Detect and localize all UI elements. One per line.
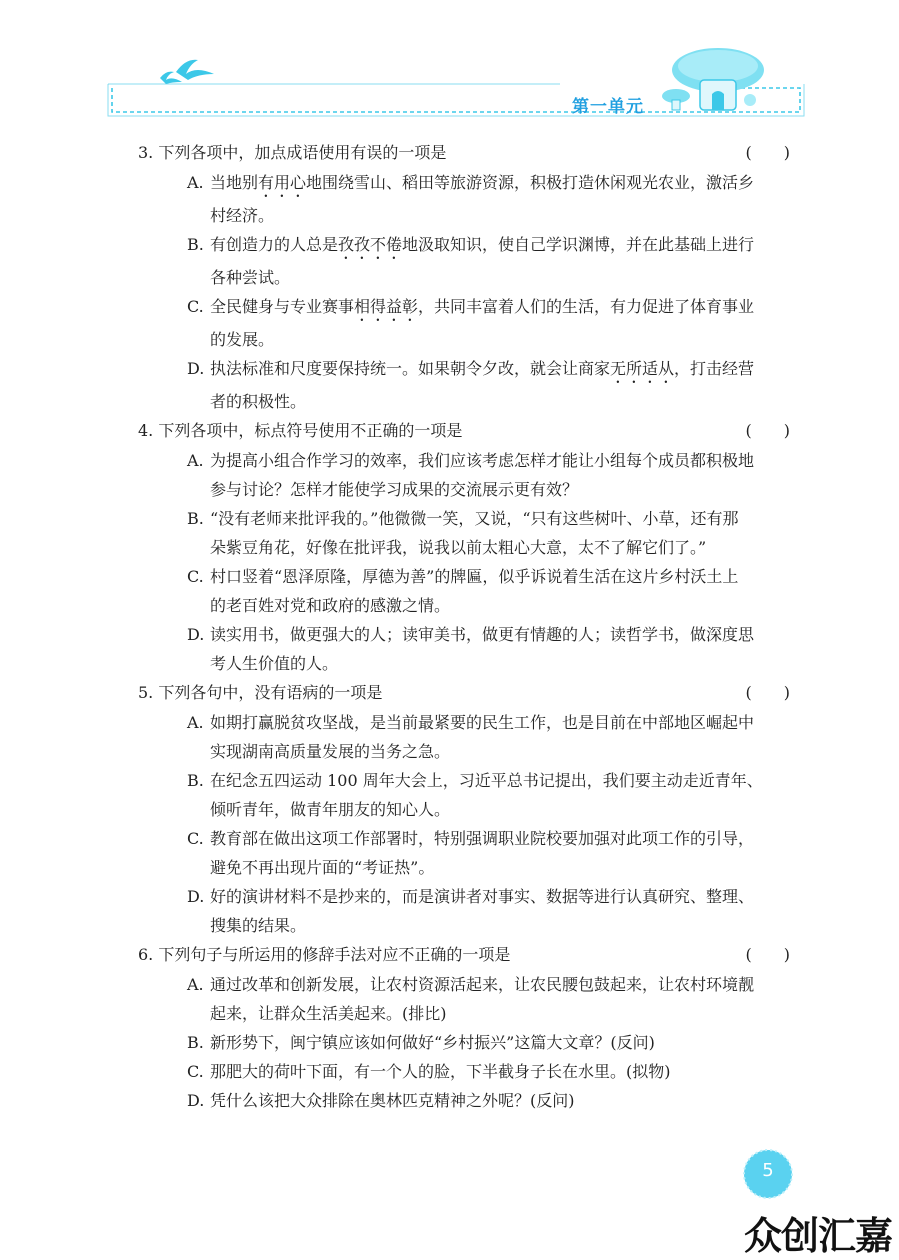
option-text-line	[187, 1057, 798, 1086]
option-text: 凭什么该把大众排除在奥林匹克精神之外呢？(反问)	[210, 1091, 575, 1110]
option-text-line	[187, 263, 798, 292]
dotted-idiom: 相得益彰	[354, 297, 419, 316]
answer-option	[138, 1028, 798, 1057]
question-stem	[138, 416, 798, 446]
option-text: 朵紫豆角花，好像在批评我，说我以前太粗心大意，太不了解它们了。”	[210, 538, 707, 557]
option-text-line	[187, 591, 798, 620]
answer-option	[138, 766, 798, 824]
option-text: 地汲取知识，使自己学识渊博，并在此基础上进行	[402, 235, 755, 254]
option-text: 为提高小组合作学习的效率，我们应该考虑怎样才能让小组每个成员都积极地	[210, 451, 755, 470]
option-text-line	[187, 970, 798, 999]
question-list	[138, 138, 798, 1115]
option-letter: A.	[187, 975, 204, 994]
page-header	[0, 0, 899, 130]
answer-bracket: ( )	[745, 683, 790, 702]
option-letter: D.	[187, 625, 205, 644]
option-text: 避免不再出现片面的“考证热”。	[210, 858, 435, 877]
option-text-line	[187, 766, 798, 795]
answer-bracket: ( )	[745, 945, 790, 964]
option-text: 有创造力的人总是	[210, 235, 339, 254]
option-text: 好的演讲材料不是抄来的，而是演讲者对事实、数据等进行认真研究、整理、	[210, 887, 755, 906]
option-text-line	[187, 201, 798, 230]
option-text-line	[187, 562, 798, 591]
question-stem-text: 6. 下列句子与所运用的修辞手法对应不正确的一项是	[138, 945, 511, 964]
answer-option	[138, 708, 798, 766]
option-letter: C.	[187, 297, 204, 316]
option-text: 执法标准和尺度要保持统一。如果朝令夕改，就会让商家	[210, 359, 611, 378]
dotted-idiom: 孜孜不倦	[338, 235, 403, 254]
option-text-line	[187, 168, 798, 201]
option-text: 考人生价值的人。	[210, 654, 339, 673]
option-text: 教育部在做出这项工作部署时，特别强调职业院校要加强对此项工作的引导，	[210, 829, 755, 848]
option-text: 如期打赢脱贫攻坚战，是当前最紧要的民生工作，也是目前在中部地区崛起中	[210, 713, 755, 732]
option-letter: B.	[187, 1033, 204, 1052]
option-text: 参与讨论？怎样才能使学习成果的交流展示更有效？	[210, 480, 579, 499]
answer-option	[138, 504, 798, 562]
answer-option	[138, 446, 798, 504]
option-text-line	[187, 504, 798, 533]
option-letter: D.	[187, 1091, 205, 1110]
option-text: 的发展。	[210, 330, 275, 349]
option-text-line	[187, 853, 798, 882]
question-stem	[138, 678, 798, 708]
option-text-line	[187, 387, 798, 416]
question	[138, 940, 798, 1115]
option-text: 在纪念五四运动 100 周年大会上，习近平总书记提出，我们要主动走近青年、	[210, 771, 763, 790]
option-letter: A.	[187, 451, 204, 470]
watermark: 众创汇嘉	[744, 1214, 893, 1258]
option-text: 新形势下，闽宁镇应该如何做好“乡村振兴”这篇大文章？(反问)	[210, 1033, 655, 1052]
answer-option	[138, 168, 798, 230]
option-text: 者的积极性。	[210, 392, 307, 411]
option-text: 各种尝试。	[210, 268, 291, 287]
option-text: 村经济。	[210, 206, 275, 225]
answer-option	[138, 230, 798, 292]
option-text-line	[187, 292, 798, 325]
answer-option	[138, 620, 798, 678]
option-text-line	[187, 475, 798, 504]
option-text-line	[187, 446, 798, 475]
question	[138, 678, 798, 940]
option-text-line	[187, 999, 798, 1028]
option-text-line	[187, 533, 798, 562]
option-text-line	[187, 708, 798, 737]
option-letter: A.	[187, 713, 204, 732]
unit-title: 第一单元	[572, 97, 644, 117]
bird-icon	[160, 60, 214, 84]
answer-option	[138, 1057, 798, 1086]
question	[138, 138, 798, 416]
page-number: 5	[762, 1160, 774, 1181]
option-text: ，共同丰富着人们的生活，有力促进了体育事业	[418, 297, 755, 316]
option-text-line	[187, 882, 798, 911]
option-text: 当地别	[210, 173, 259, 192]
option-text-line	[187, 737, 798, 766]
answer-option	[138, 970, 798, 1028]
option-text-line	[187, 649, 798, 678]
option-letter: A.	[187, 173, 204, 192]
question-stem	[138, 940, 798, 970]
answer-option	[138, 1086, 798, 1115]
dotted-idiom: 有用心	[258, 173, 307, 192]
answer-option	[138, 824, 798, 882]
option-text: 实现湖南高质量发展的当务之急。	[210, 742, 451, 761]
option-text: “没有老师来批评我的。”他微微一笑，又说，“只有这些树叶、小草，还有那	[210, 509, 739, 528]
answer-option	[138, 562, 798, 620]
option-letter: B.	[187, 509, 204, 528]
option-text-line	[187, 795, 798, 824]
question-stem-text: 3. 下列各项中，加点成语使用有误的一项是	[138, 143, 447, 162]
answer-bracket: ( )	[745, 143, 790, 162]
option-text: 地围绕雪山、稻田等旅游资源，积极打造休闲观光农业，激活乡	[306, 173, 755, 192]
option-text-line	[187, 620, 798, 649]
option-text: 那肥大的荷叶下面，有一个人的脸，下半截身子长在水里。(拟物)	[210, 1062, 671, 1081]
question	[138, 416, 798, 678]
question-stem	[138, 138, 798, 168]
option-text: 搜集的结果。	[210, 916, 307, 935]
option-text: 通过改革和创新发展，让农村资源活起来，让农民腰包鼓起来，让农村环境靓	[210, 975, 755, 994]
option-text: 起来，让群众生活美起来。(排比)	[210, 1004, 447, 1023]
option-letter: C.	[187, 829, 204, 848]
header-frame	[0, 0, 899, 130]
answer-option	[138, 882, 798, 940]
question-stem-text: 4. 下列各项中，标点符号使用不正确的一项是	[138, 421, 463, 440]
option-text: 全民健身与专业赛事	[210, 297, 355, 316]
option-text: 村口竖着“恩泽原隆，厚德为善”的牌匾，似乎诉说着生活在这片乡村沃土上	[210, 567, 739, 586]
option-text-line	[187, 325, 798, 354]
option-text-line	[187, 824, 798, 853]
answer-option	[138, 354, 798, 416]
option-text-line	[187, 911, 798, 940]
option-letter: D.	[187, 359, 205, 378]
question-stem-text: 5. 下列各句中，没有语病的一项是	[138, 683, 383, 702]
option-text: 的老百姓对党和政府的感激之情。	[210, 596, 451, 615]
option-text-line	[187, 1028, 798, 1057]
option-letter: B.	[187, 771, 204, 790]
option-text-line	[187, 354, 798, 387]
mushroom-house-icon	[662, 48, 764, 110]
option-text: 读实用书，做更强大的人；读审美书，做更有情趣的人；读哲学书，做深度思	[210, 625, 755, 644]
option-letter: C.	[187, 1062, 204, 1081]
answer-option	[138, 292, 798, 354]
option-letter: C.	[187, 567, 204, 586]
dotted-idiom: 无所适从	[610, 359, 675, 378]
option-text: 倾听青年，做青年朋友的知心人。	[210, 800, 451, 819]
option-text-line	[187, 1086, 798, 1115]
option-letter: B.	[187, 235, 204, 254]
option-letter: D.	[187, 887, 205, 906]
answer-bracket: ( )	[745, 421, 790, 440]
option-text: ，打击经营	[674, 359, 755, 378]
option-text-line	[187, 230, 798, 263]
